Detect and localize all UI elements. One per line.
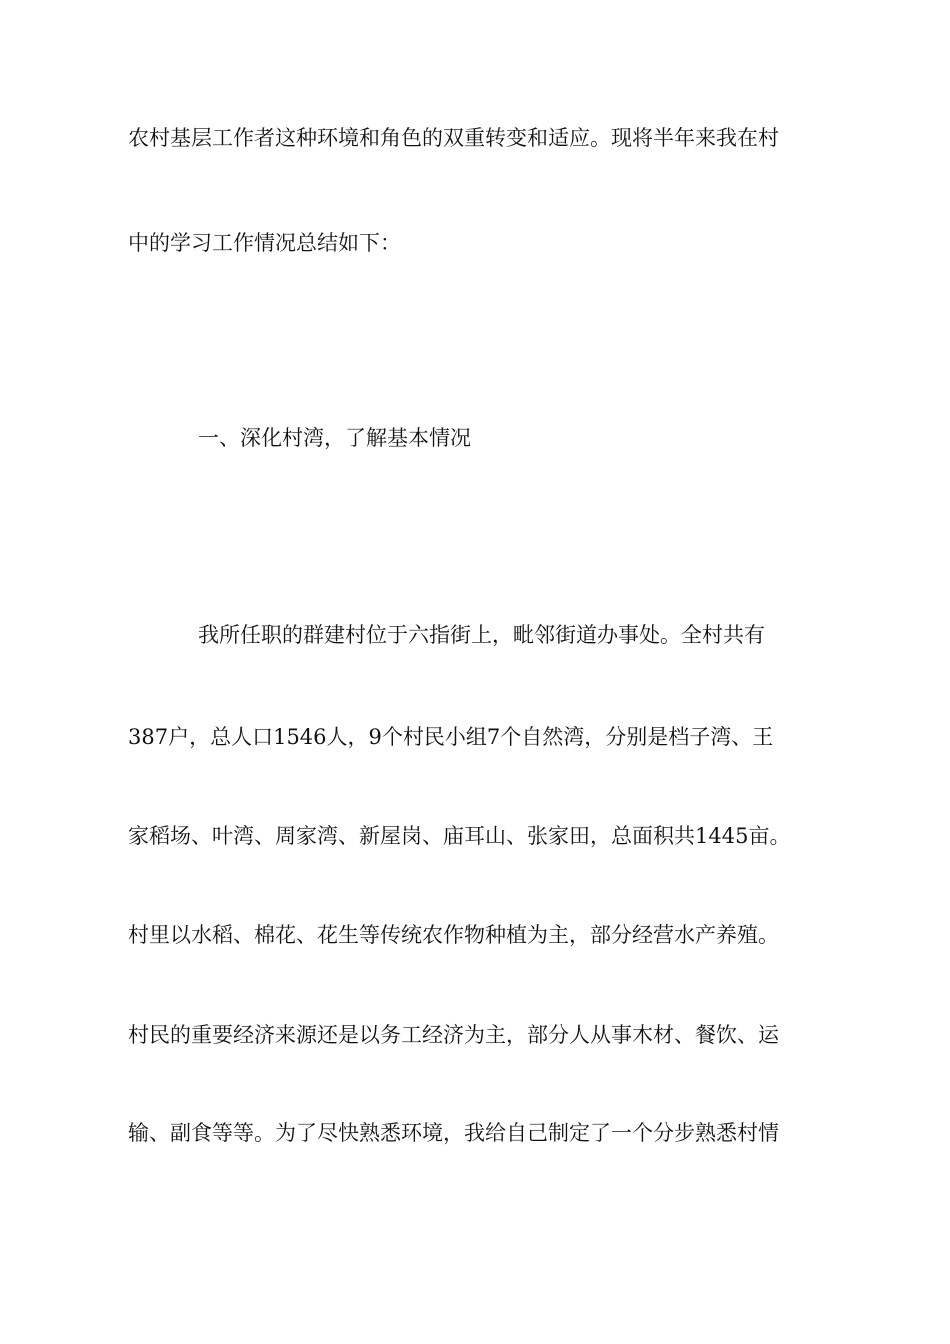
paragraph-line: 我所任职的群建村位于六指街上，毗邻街道办事处。全村共有 (198, 623, 765, 647)
paragraph-line: 家稻场、叶湾、周家湾、新屋岗、庙耳山、张家田，总面积共1445亩。 (128, 824, 791, 848)
paragraph-line: 村里以水稻、棉花、花生等传统农作物种植为主，部分经营水产养殖。 (128, 923, 779, 947)
paragraph-line: 农村基层工作者这种环境和角色的双重转变和适应。现将半年来我在村 (128, 126, 779, 150)
paragraph-line: 中的学习工作情况总结如下： (128, 231, 401, 255)
paragraph-line: 村民的重要经济来源还是以务工经济为主，部分人从事木材、餐饮、运 (128, 1023, 779, 1047)
paragraph-line: 输、副食等等。为了尽快熟悉环境，我给自己制定了一个分步熟悉村情 (128, 1121, 779, 1145)
paragraph-line: 387户，总人口1546人，9个村民小组7个自然湾，分别是档子湾、王 (128, 725, 774, 749)
section-heading: 一、深化村湾，了解基本情况 (198, 426, 471, 450)
